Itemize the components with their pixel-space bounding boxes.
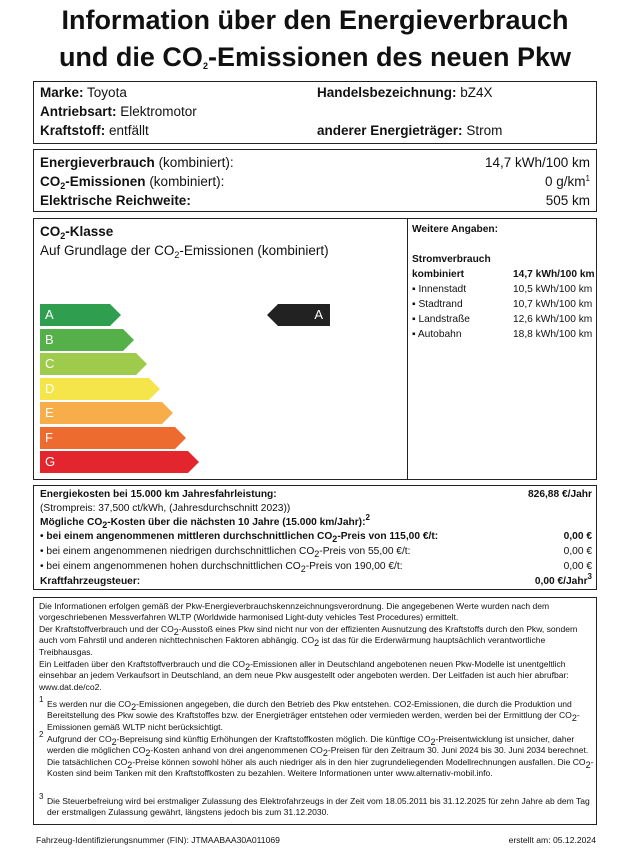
niedriger-preis-label: • bei einem angenommenen niedrigen durchschnittlichen $CO_2$-Preis von 55,00 €/t: xyxy=(40,546,411,559)
kombiniert-label: kombiniert xyxy=(412,269,465,280)
class-bar-g: G xyxy=(40,451,188,473)
mittlerer-preis-value: 0,00 € xyxy=(563,531,592,542)
current-class-label: A xyxy=(314,307,323,322)
footnote-3: Die Steuerbefreiung wird bei erstmaliger Zulassung des Elektrofahrzeugs in der Zeit vom 18.05.2011 bis 31.12.2025 für zehn Jahre ab dem Tag der erstmaligen Zulassung gewährt, längstens jedoch bis zum 31.12.2030. xyxy=(47,796,590,818)
energieverbrauch-label: Energieverbrauch (kombiniert): xyxy=(40,155,234,170)
co2-klasse-subtitle: Auf Grundlage der $CO_2$-Emissionen (kombiniert) xyxy=(40,243,329,260)
page-title-line2: und die $CO_2$-Emissionen des neuen Pkw xyxy=(58,42,572,72)
energiekosten-label: Energiekosten bei 15.000 km Jahresfahrleistung: xyxy=(40,489,277,500)
reichweite-value: 505 km xyxy=(545,193,590,208)
class-bar-a: A xyxy=(40,304,110,326)
niedriger-preis-value: 0,00 € xyxy=(563,546,592,557)
energieverbrauch-value: 14,7 kWh/100 km xyxy=(484,155,590,170)
info-paragraph-3: Ein Leitfaden über den Kraftstoffverbrauch und die $CO_2$-Emissionen aller in Deutschland angebotenen neuen Pkw-Modelle ist unentgeltlich einsehbar an jedem Verkaufsort in Deutschland, an dem neue Pkw ausgestellt oder angeboten werden. Der Leitfaden ist auch hier abrufbar: www.dat.de/co2. xyxy=(39,659,569,692)
weitere-item-label: ▪ Stadtrand xyxy=(412,299,463,310)
class-bar-e: E xyxy=(40,402,162,424)
kraftfahrzeugsteuer-value: 0,00 €/Jahr$^3$ xyxy=(534,572,592,587)
fin-number: Fahrzeug-Identifizierungsnummer (FIN): JTMAABAA30A011069 xyxy=(36,835,280,845)
handelsbezeichnung-row: Handelsbezeichnung: bZ4X xyxy=(317,85,493,100)
class-bar-c: C xyxy=(40,353,136,375)
strompreis-note: (Strompreis: 37,500 ct/kWh, (Jahresdurchschnitt 2023)) xyxy=(40,503,291,514)
marke-row: Marke: Toyota xyxy=(40,85,127,100)
co2-emissionen-value: 0 $g/km^1$ xyxy=(545,174,590,189)
co2-class-box xyxy=(33,218,597,480)
weitere-item-value: 12,6 kWh/100 km xyxy=(513,314,593,325)
energiekosten-value: 826,88 €/Jahr xyxy=(527,489,592,500)
weitere-angaben-title: Weitere Angaben: xyxy=(412,224,499,235)
class-bar-f: F xyxy=(40,427,175,449)
footnote-2-mark: 2 xyxy=(39,730,44,739)
weitere-item-label: ▪ Innenstadt xyxy=(412,284,467,295)
anderer-energietraeger-row: anderer Energieträger: Strom xyxy=(317,123,503,138)
info-paragraph-2: Der Kraftstoffverbrauch und der $CO_2$-Ausstoß eines Pkw sind nicht nur von der effizienten Ausnutzung des Kraftstoffs durch den Pkw, sondern auch vom Fahrstil und anderen nichttechnischen Faktoren abhängig. $CO_2$ ist das für die Erderwärmung hauptsächlich verantwortliche Treibhausgas. xyxy=(39,624,578,657)
class-bar-d: D xyxy=(40,378,149,400)
footnote-1-mark: 1 xyxy=(39,695,44,704)
column-divider xyxy=(407,219,408,479)
stromverbrauch-label: Stromverbrauch xyxy=(412,254,491,265)
costs-box xyxy=(33,485,597,590)
weitere-item-label: ▪ Autobahn xyxy=(412,329,462,340)
antriebsart-row: Antriebsart: Elektromotor xyxy=(40,104,197,119)
kombiniert-value: 14,7 kWh/100 km xyxy=(513,269,595,280)
vehicle-info-box xyxy=(33,81,597,144)
footnote-1: Es werden nur die $CO_2$-Emissionen angegeben, die durch den Betrieb des Pkw entstehen. CO2-Emissionen, die durch die Produktion und Bereitstellung des Pkw sowie des Kraftstoffes bzw. der Energieträger entstehen oder vermieden werden, werden bei der Ermittlung der $CO_2$-Emissionen gemäß WLTP nicht berücksichtigt. xyxy=(47,699,580,732)
class-bar-b: B xyxy=(40,329,123,351)
reichweite-label: Elektrische Reichweite: xyxy=(40,193,191,208)
weitere-item-value: 10,7 kWh/100 km xyxy=(513,299,593,310)
current-class-marker xyxy=(267,304,330,326)
consumption-box xyxy=(33,149,597,212)
kraftstoff-row: Kraftstoff: entfällt xyxy=(40,123,149,138)
erstellt-am: erstellt am: 05.12.2024 xyxy=(508,835,596,845)
weitere-item-value: 10,5 kWh/100 km xyxy=(513,284,593,295)
footnote-3-mark: 3 xyxy=(39,792,44,801)
weitere-item-label: ▪ Landstraße xyxy=(412,314,470,325)
hoher-preis-value: 0,00 € xyxy=(563,561,592,572)
moegliche-co2-kosten-label: Mögliche $CO_2$-Kosten über die nächsten 10 Jahre (15.000 km/Jahr):$^2$ xyxy=(40,513,370,530)
hoher-preis-label: • bei einem angenommenen hohen durchschnittlichen $CO_2$-Preis von 190,00 €/t: xyxy=(40,561,403,574)
kraftfahrzeugsteuer-label: Kraftfahrzeugsteuer: xyxy=(40,576,141,587)
footnote-2: Aufgrund der $CO_2$-Bepreisung sind künftig Erhöhungen der Kraftstoffkosten möglich. Die künftige $CO_2$-Preisentwicklung ist unsicher, daher werden die möglichen $CO_2$-Kosten anhand von drei angenommenen $CO_2$-Preisen für den Zeitraum 30. Juni 2024 bis 30. Juni 2034 berechnet. Die tatsächlichen $CO_2$-Preise können sowohl höher als auch niedriger als in den hier zugrundeliegenden Modellrechnungen ausfallen. Die $CO_2$-Kosten sind beim Tanken mit den Kraftstoffkosten zu bezahlen. Weitere Informationen unter www.alternativ-mobil.info. xyxy=(47,734,594,779)
page-title-line1: Information über den Energieverbrauch xyxy=(61,5,569,35)
co2-klasse-title: $CO_2$-Klasse xyxy=(40,224,114,241)
weitere-item-value: 18,8 kWh/100 km xyxy=(513,329,593,340)
mittlerer-preis-label: • bei einem angenommenen mittleren durchschnittlichen $CO_2$-Preis von 115,00 €/t: xyxy=(40,531,439,544)
info-paragraph-1: Die Informationen erfolgen gemäß der Pkw-Energieverbrauchskennzeichnungsverordnung. Die angegebenen Werte wurden nach dem vorgeschriebenen Messverfahren WLTP (Worldwide harmonised Light-duty vehicles Test Procedures) ermittelt. xyxy=(39,601,550,623)
co2-emissionen-label: $CO_2$-Emissionen (kombiniert): xyxy=(40,174,225,191)
